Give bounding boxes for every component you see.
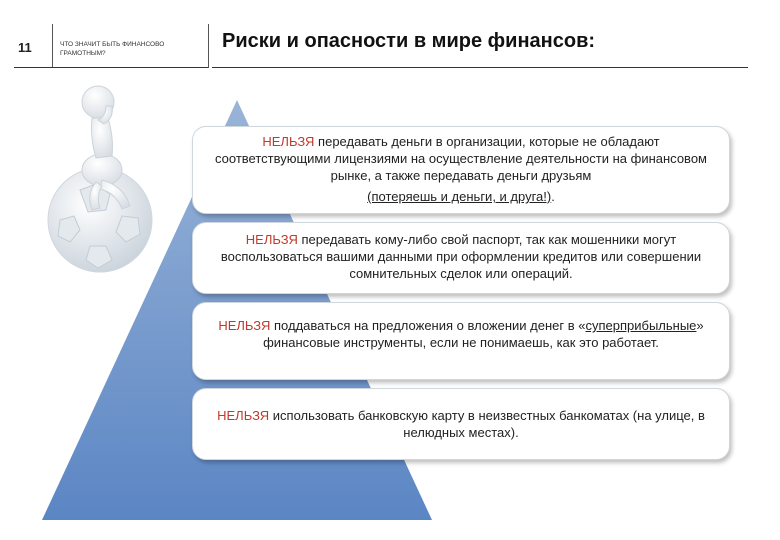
warning-card-1 bbox=[192, 126, 730, 214]
card-keyword: НЕЛЬЗЯ bbox=[262, 134, 315, 149]
page-title: Риски и опасности в мире финансов: bbox=[222, 30, 596, 52]
warning-card-2 bbox=[192, 222, 730, 294]
card-keyword: НЕЛЬЗЯ bbox=[217, 408, 270, 423]
card-text-after: » финансовые инструменты, если не понимаешь, как это работает. bbox=[263, 318, 704, 350]
slide-number: 11 bbox=[18, 40, 32, 55]
thinking-figure-illustration bbox=[40, 80, 200, 280]
card-text: передавать деньги в организации, которые не обладают соответствующими лицензиями на осуществление деятельности на финансовом рынке, а также передавать деньги друзьям bbox=[215, 134, 707, 183]
card-keyword: НЕЛЬЗЯ bbox=[245, 232, 298, 247]
section-label: ЧТО ЗНАЧИТ БЫТЬ ФИНАНСОВО ГРАМОТНЫМ? bbox=[60, 41, 165, 57]
card-underlined: суперприбыльные bbox=[585, 318, 697, 333]
warning-card-4 bbox=[192, 388, 730, 460]
card-extra: (потеряешь и деньги, и друга!) bbox=[367, 189, 552, 204]
warning-card-3 bbox=[192, 302, 730, 380]
card-extra-suffix: . bbox=[551, 189, 555, 204]
card-text: передавать кому-либо свой паспорт, так как мошенники могут воспользоваться вашими данными при оформлении кредитов или совершении сомнительных сделок или операций. bbox=[220, 232, 702, 281]
card-keyword: НЕЛЬЗЯ bbox=[218, 318, 271, 333]
card-text: поддаваться на предложения о вложении денег в « bbox=[270, 318, 586, 333]
card-text: использовать банковскую карту в неизвестных банкоматах (на улице, в нелюдных местах). bbox=[269, 408, 705, 440]
